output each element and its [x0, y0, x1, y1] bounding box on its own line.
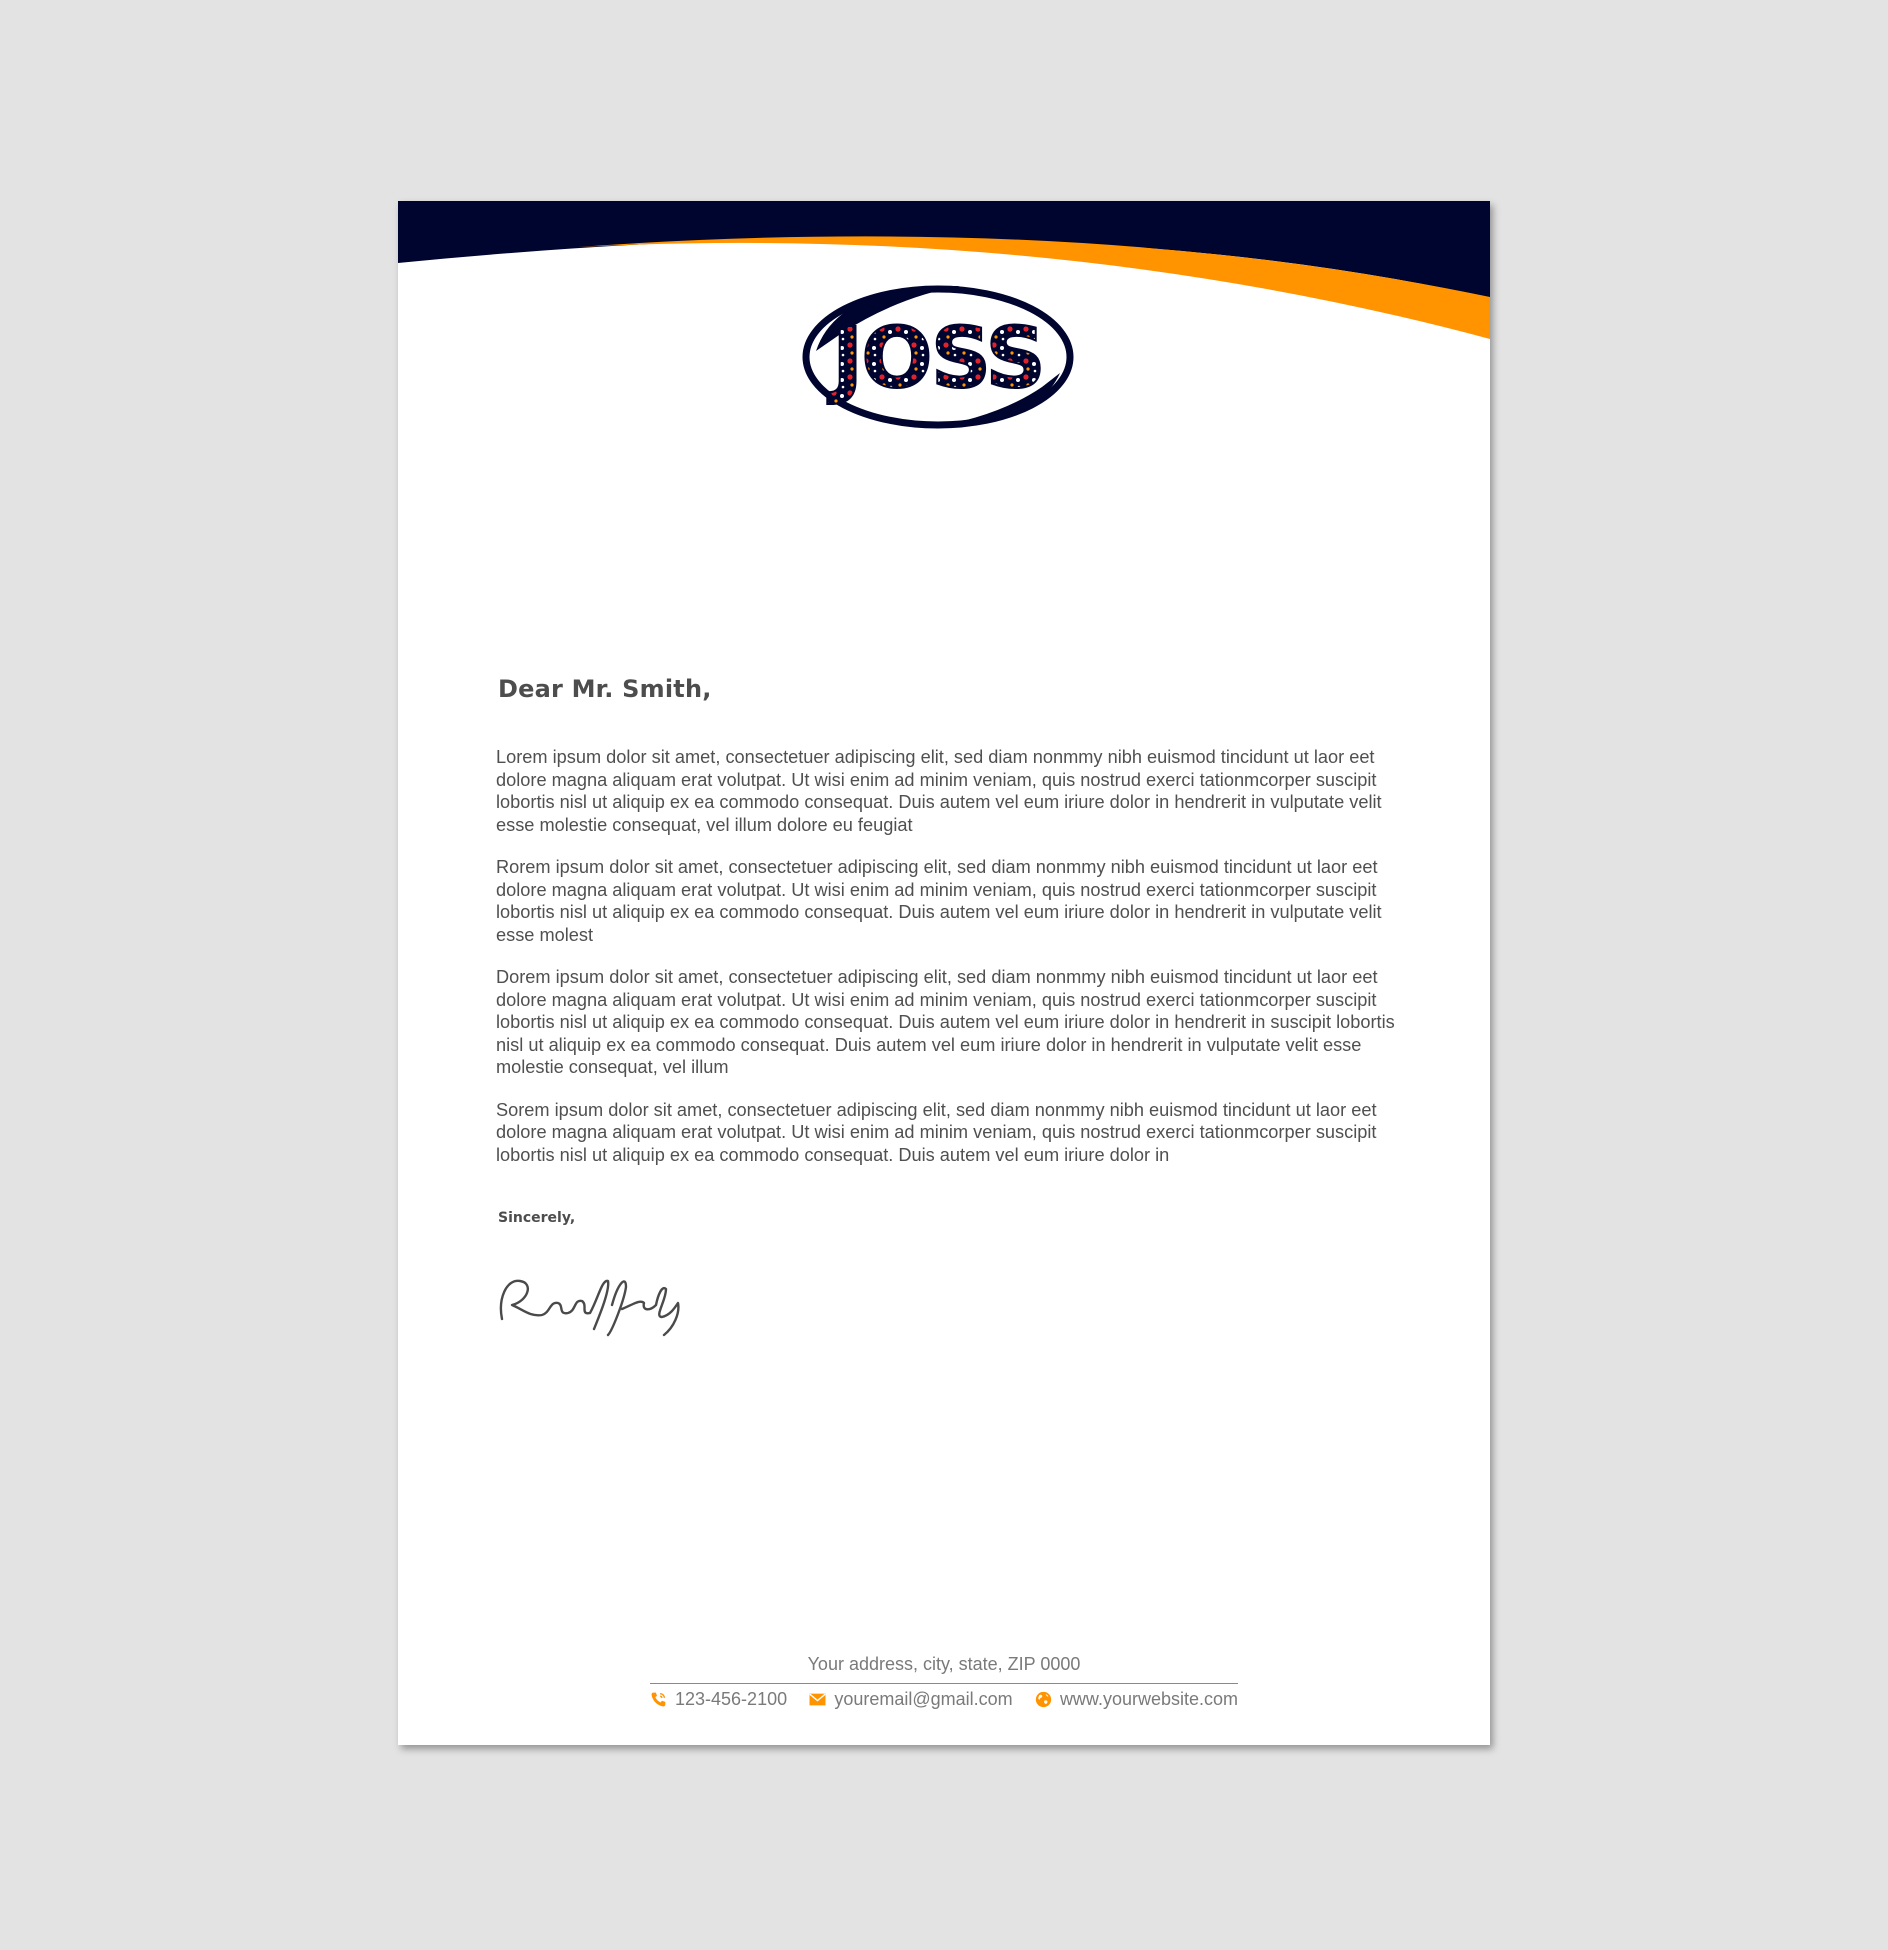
logo-wordmark: JOSS	[832, 309, 1044, 407]
contact-email-text: youremail@gmail.com	[834, 1689, 1013, 1709]
phone-icon	[650, 1691, 667, 1708]
body-paragraph-2: Rorem ipsum dolor sit amet, consectetuer adipiscing elit, sed diam nonmmy nibh euismod tincidunt ut laor eet dolore magna aliquam erat volutpat. Ut wisi enim ad minim veniam, quis nostrud exerci tationmcorper suscipit lobortis nisl ut aliquip ex ea commodo consequat. Duis autem vel eum iriure dolor in hendrerit in vulputate velit esse molest	[496, 857, 1382, 945]
body-paragraph-3: Dorem ipsum dolor sit amet, consectetuer adipiscing elit, sed diam nonmmy nibh euismod tincidunt ut laor eet dolore magna aliquam erat volutpat. Ut wisi enim ad minim veniam, quis nostrud exerci tationmcorper suscipit lobortis nisl ut aliquip ex ea commodo consequat. Duis autem vel eum iriure dolor in hendrerit in suscipit lobortis nisl ut aliquip ex ea commodo consequat. Duis autem vel eum iriure dolor in hendrerit in vulputate velit esse molestie consequat, vel illum	[496, 967, 1395, 1077]
joss-logo	[798, 277, 1088, 437]
contact-website-text: www.yourwebsite.com	[1059, 1689, 1238, 1709]
signature	[494, 1265, 684, 1337]
contact-phone-text: 123-456-2100	[675, 1689, 788, 1709]
mail-icon	[809, 1693, 826, 1706]
letter-body	[496, 746, 1396, 1186]
salutation: Dear Mr. Smith,	[498, 675, 712, 703]
footer-divider	[650, 1683, 1238, 1684]
contact-phone	[650, 1689, 787, 1710]
globe-icon	[1035, 1691, 1052, 1708]
footer-address: Your address, city, state, ZIP 0000	[807, 1654, 1081, 1674]
body-paragraph-4: Sorem ipsum dolor sit amet, consectetuer adipiscing elit, sed diam nonmmy nibh euismod tincidunt ut laor eet dolore magna aliquam erat volutpat. Ut wisi enim ad minim veniam, quis nostrud exerci tationmcorper suscipit lobortis nisl ut aliquip ex ea commodo consequat. Duis autem vel eum iriure dolor in	[496, 1099, 1377, 1165]
body-paragraph-1: Lorem ipsum dolor sit amet, consectetuer adipiscing elit, sed diam nonmmy nibh euismod tincidunt ut laor eet dolore magna aliquam erat volutpat. Ut wisi enim ad minim veniam, quis nostrud exerci tationmcorper suscipit lobortis nisl ut aliquip ex ea commodo consequat. Duis autem vel eum iriure dolor in hendrerit in vulputate velit esse molestie consequat, vel illum dolore eu feugiat	[496, 747, 1382, 835]
closing: Sincerely,	[498, 1210, 576, 1226]
contact-email	[809, 1689, 1012, 1710]
contact-website	[1035, 1689, 1238, 1710]
footer-contacts	[650, 1689, 1238, 1710]
letterhead-sheet	[398, 201, 1490, 1745]
